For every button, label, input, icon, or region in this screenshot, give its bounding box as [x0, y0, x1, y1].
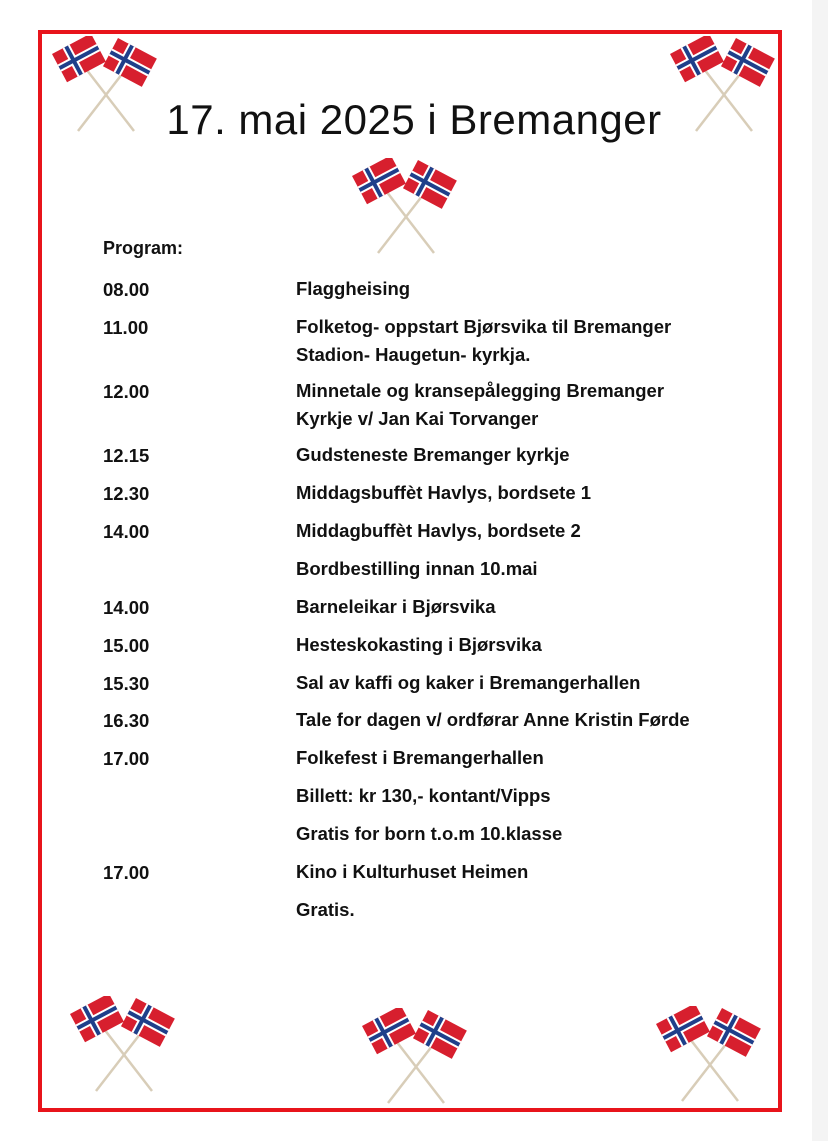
schedule-event — [296, 441, 766, 469]
schedule-time: 08.00 — [103, 279, 150, 300]
schedule-time: 15.00 — [103, 635, 150, 656]
schedule-time: 12.00 — [103, 381, 150, 402]
schedule-event-line: Gudsteneste Bremanger kyrkje — [296, 444, 570, 465]
schedule-event-line: Billett: kr 130,- kontant/Vipps — [296, 785, 551, 806]
schedule-event — [296, 820, 766, 848]
schedule-event — [296, 669, 766, 697]
schedule-event-line: Folkefest i Bremangerhallen — [296, 747, 544, 768]
schedule-time: 17.00 — [103, 748, 150, 769]
schedule-event — [296, 593, 766, 621]
schedule-event — [296, 517, 766, 545]
schedule-event — [296, 858, 766, 886]
schedule-time: 15.30 — [103, 673, 150, 694]
schedule-event-line: Tale for dagen v/ ordførar Anne Kristin Førde — [296, 709, 690, 730]
schedule-event-line: Gratis. — [296, 899, 355, 920]
schedule-event-line: Hesteskokasting i Bjørsvika — [296, 634, 542, 655]
schedule-event-line: Kyrkje v/ Jan Kai Torvanger — [296, 408, 539, 429]
schedule-event — [296, 555, 766, 583]
schedule-event-line: Flaggheising — [296, 278, 411, 299]
schedule-time: 16.30 — [103, 710, 150, 731]
schedule-time: 12.30 — [103, 483, 150, 504]
program-label: Program: — [103, 238, 184, 258]
schedule-time: 12.15 — [103, 445, 150, 466]
schedule-event-line: Minnetale og kransepålegging Bremanger — [296, 380, 665, 401]
schedule-event-line: Barneleikar i Bjørsvika — [296, 596, 496, 617]
schedule-event-line: Stadion- Haugetun- kyrkja. — [296, 344, 531, 365]
crossed-flags-icon-bottom-right — [650, 1006, 770, 1106]
schedule-time: 14.00 — [103, 597, 150, 618]
crossed-flags-icon-center — [346, 158, 466, 258]
schedule-event-line: Gratis for born t.o.m 10.klasse — [296, 823, 563, 844]
schedule-event — [296, 313, 766, 369]
crossed-flags-icon-bottom-left — [64, 996, 184, 1096]
schedule-event-line: Middagsbuffèt Havlys, bordsete 1 — [296, 482, 592, 503]
schedule-event — [296, 377, 766, 433]
schedule-event-line: Folketog- oppstart Bjørsvika til Bremanger — [296, 316, 672, 337]
schedule-time: 11.00 — [103, 317, 149, 338]
schedule-event — [296, 744, 766, 772]
schedule-event-line: Sal av kaffi og kaker i Bremangerhallen — [296, 672, 641, 693]
schedule-event — [296, 896, 766, 924]
schedule-event — [296, 782, 766, 810]
schedule-event-line: Kino i Kulturhuset Heimen — [296, 861, 529, 882]
schedule-time: 17.00 — [103, 862, 150, 883]
schedule-event — [296, 631, 766, 659]
schedule-event-line: Middagbuffèt Havlys, bordsete 2 — [296, 520, 581, 541]
schedule-time: 14.00 — [103, 521, 150, 542]
schedule-event-line: Bordbestilling innan 10.mai — [296, 558, 538, 579]
schedule-event — [296, 479, 766, 507]
poster-title: 17. mai 2025 i Bremanger — [166, 96, 662, 143]
schedule-event — [296, 706, 766, 734]
crossed-flags-icon-bottom-center — [356, 1008, 476, 1108]
schedule-event — [296, 275, 766, 303]
